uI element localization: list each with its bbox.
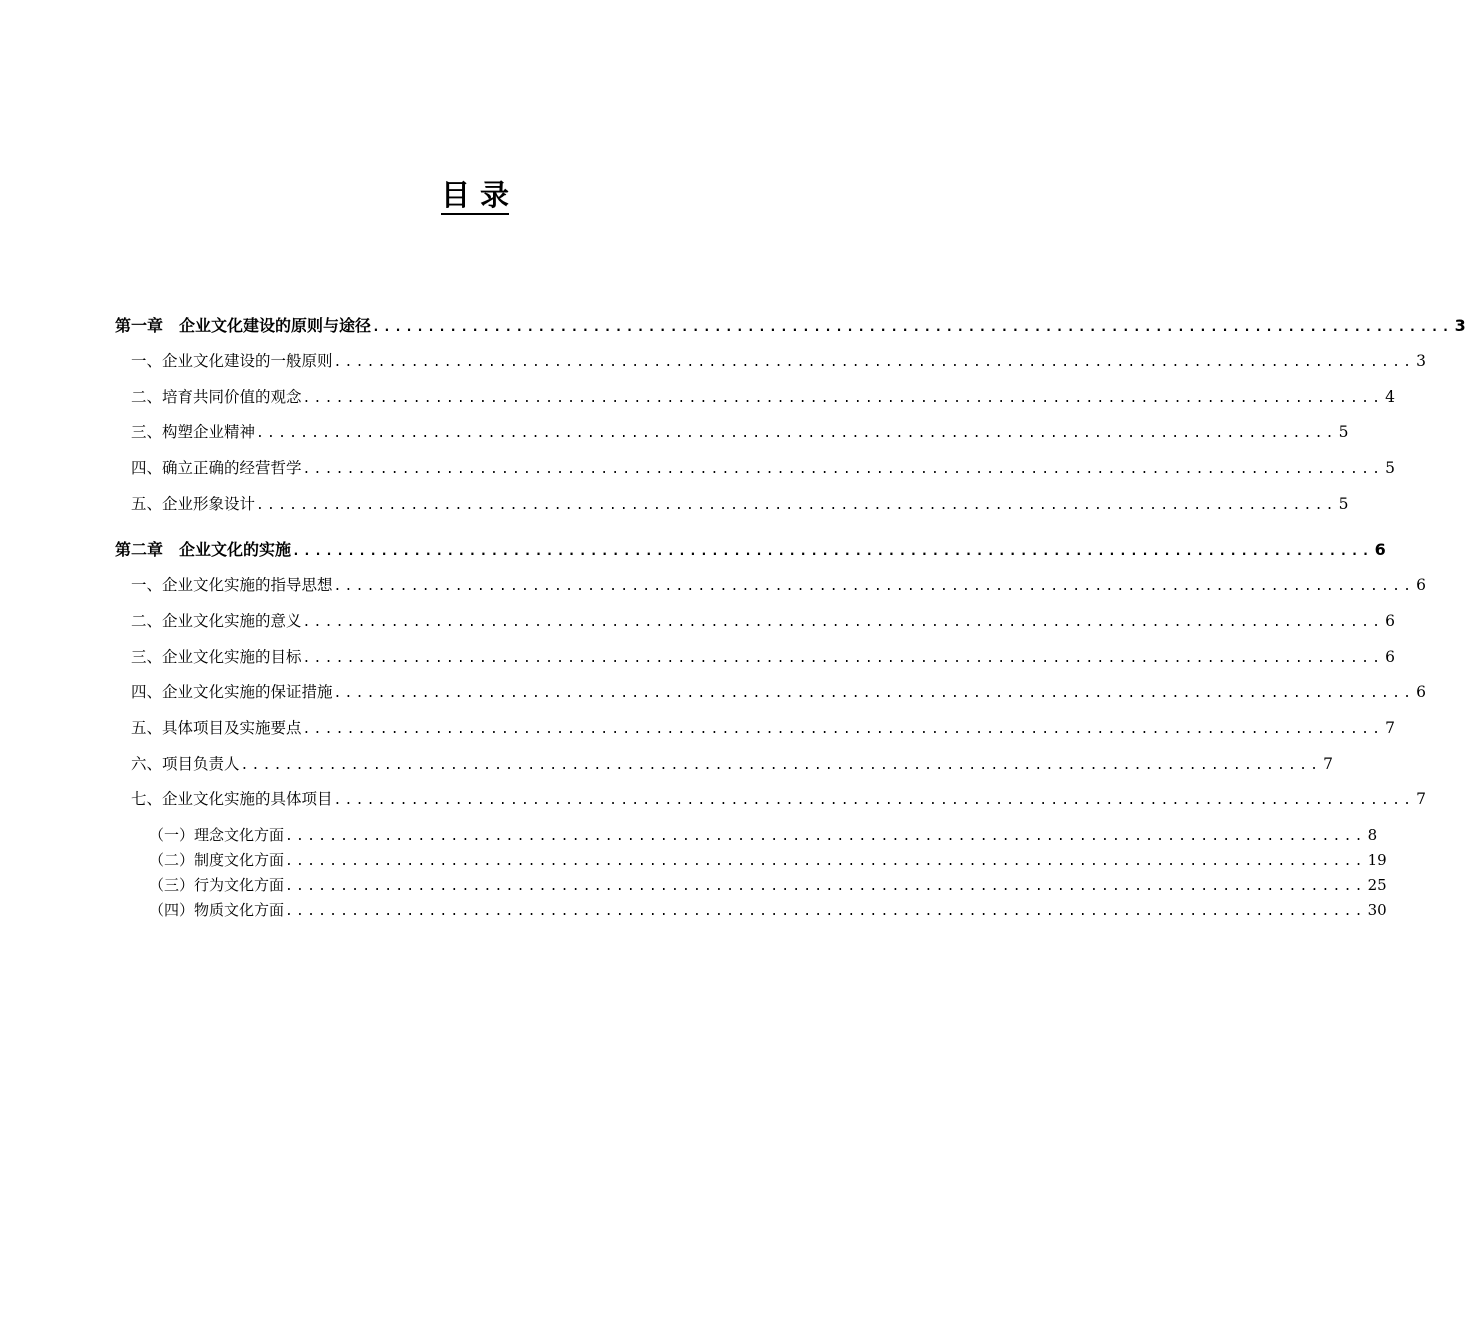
- toc-entry-label: 六、项目负责人: [131, 755, 240, 773]
- toc-entry-label: 五、企业形象设计: [131, 495, 256, 513]
- page-title-text: 目 录: [441, 178, 509, 215]
- toc-entry-label: 五、具体项目及实施要点: [131, 719, 302, 737]
- toc-entry-chapter-2[interactable]: [115, 538, 1386, 562]
- toc-entry-page: 30: [1367, 901, 1387, 919]
- toc-leader-dots: ..................................................................................................: [285, 829, 1366, 844]
- toc-entry[interactable]: [131, 385, 1396, 409]
- toc-leader-dots: ..................................................................................................: [302, 462, 1384, 477]
- toc-entry-label: （四）物质文化方面: [149, 901, 285, 919]
- toc-entry[interactable]: [131, 680, 1427, 704]
- toc-entry-label: 第一章 企业文化建设的原则与途径: [115, 316, 372, 335]
- toc-leader-dots: ..................................................................................................: [285, 879, 1366, 894]
- toc-entry-page: 19: [1367, 851, 1387, 869]
- toc-entry-page: 6: [1385, 612, 1396, 630]
- toc-entry[interactable]: [131, 492, 1349, 516]
- toc-entry[interactable]: [131, 573, 1427, 597]
- toc-leader-dots: ..................................................................................................: [302, 722, 1384, 737]
- toc-entry-page: 5: [1338, 423, 1349, 441]
- toc-entry-sub[interactable]: [149, 898, 1387, 922]
- page-title: [0, 178, 950, 215]
- toc-entry-label: 四、企业文化实施的保证措施: [131, 683, 333, 701]
- toc-leader-dots: ..................................................................................................: [285, 904, 1366, 919]
- toc-entry-label: 七、企业文化实施的具体项目: [131, 790, 333, 808]
- toc-entry-sub[interactable]: [149, 823, 1378, 847]
- toc-leader-dots: ..................................................................................................: [285, 854, 1366, 869]
- toc-entry-page: 8: [1367, 826, 1378, 844]
- toc-leader-dots: ..................................................................................................: [333, 355, 1415, 370]
- toc-entry-page: 5: [1385, 459, 1396, 477]
- toc-leader-dots: ..................................................................................................: [372, 320, 1453, 335]
- toc-entry-page: 3: [1416, 352, 1427, 370]
- toc-entry-label: 一、企业文化实施的指导思想: [131, 576, 333, 594]
- toc-leader-dots: ..................................................................................................: [302, 651, 1384, 666]
- toc-entry-label: （三）行为文化方面: [149, 876, 285, 894]
- toc-entry-label: 二、企业文化实施的意义: [131, 612, 302, 630]
- toc-entry-page: 6: [1416, 576, 1427, 594]
- toc-leader-dots: ..................................................................................................: [302, 615, 1384, 630]
- toc-leader-dots: ..................................................................................................: [256, 426, 1337, 441]
- toc-entry-page: 3: [1454, 316, 1466, 335]
- toc-entry-page: 6: [1385, 648, 1396, 666]
- toc-entry[interactable]: [131, 752, 1334, 776]
- toc-entry[interactable]: [131, 716, 1396, 740]
- toc-entry-label: 四、确立正确的经营哲学: [131, 459, 302, 477]
- toc-entry[interactable]: [131, 420, 1349, 444]
- toc-entry[interactable]: [131, 456, 1396, 480]
- toc-entry-label: 一、企业文化建设的一般原则: [131, 352, 333, 370]
- toc-leader-dots: ..................................................................................................: [292, 544, 1373, 559]
- toc-entry-label: 二、培育共同价值的观念: [131, 388, 302, 406]
- toc-leader-dots: ..................................................................................................: [333, 579, 1415, 594]
- toc-entry-page: 7: [1416, 790, 1427, 808]
- toc-entry-label: （一）理念文化方面: [149, 826, 285, 844]
- toc-entry-page: 7: [1385, 719, 1396, 737]
- toc-entry-sub[interactable]: [149, 873, 1387, 897]
- toc-leader-dots: ..................................................................................................: [333, 793, 1415, 808]
- toc-entry-chapter-1[interactable]: [115, 314, 1466, 338]
- toc-entry-page: 6: [1416, 683, 1427, 701]
- toc-entry[interactable]: [131, 645, 1396, 669]
- toc-leader-dots: ..................................................................................................: [240, 758, 1322, 773]
- toc-entry[interactable]: [131, 609, 1396, 633]
- toc-entry-label: 三、企业文化实施的目标: [131, 648, 302, 666]
- toc-leader-dots: ..................................................................................................: [333, 686, 1415, 701]
- toc-entry-page: 6: [1374, 540, 1386, 559]
- toc-entry-page: 25: [1367, 876, 1387, 894]
- toc-entry-page: 4: [1385, 388, 1396, 406]
- toc-entry-label: 第二章 企业文化的实施: [115, 540, 292, 559]
- toc-entry-label: （二）制度文化方面: [149, 851, 285, 869]
- toc-entry-page: 5: [1338, 495, 1349, 513]
- toc-leader-dots: ..................................................................................................: [256, 498, 1337, 513]
- toc-entry[interactable]: [131, 787, 1427, 811]
- toc-entry-label: 三、构塑企业精神: [131, 423, 256, 441]
- toc-entry-sub[interactable]: [149, 848, 1387, 872]
- toc-entry-page: 7: [1323, 755, 1334, 773]
- toc-leader-dots: ..................................................................................................: [302, 391, 1384, 406]
- toc-entry[interactable]: [131, 349, 1427, 373]
